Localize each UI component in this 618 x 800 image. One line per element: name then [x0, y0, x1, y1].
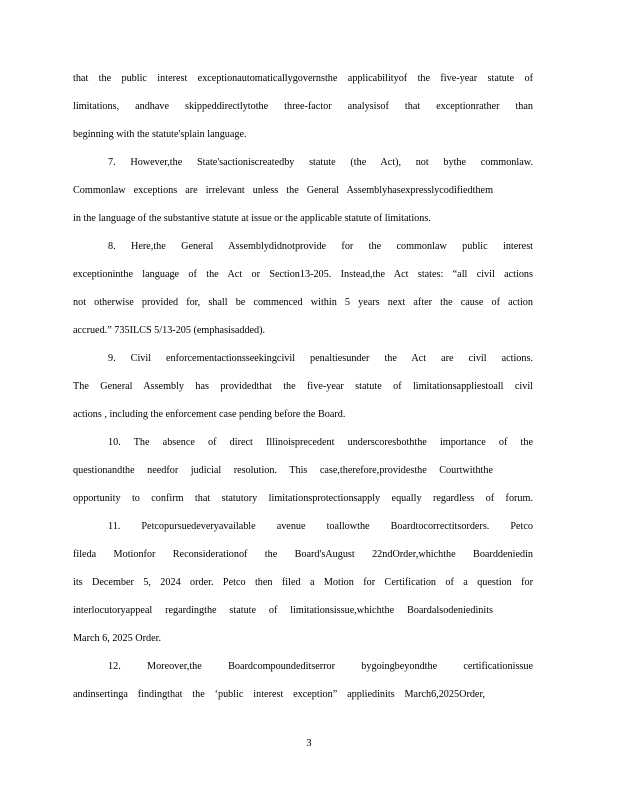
- body-text-line: opportunity to confirm that statutory limitationsprotectionsapply equally regardless of forum.: [73, 493, 533, 504]
- paragraph-12-first-line: 12. Moreover,the Boardcompoundeditserror bygoingbeyondthe certificationissue: [108, 661, 533, 672]
- body-text-line: interlocutoryappeal regardingthe statute of limitationsissue,whichthe Boardalsodeniedinits: [73, 605, 493, 616]
- body-text-line: exceptioninthe language of the Act or Section13-205. Instead,the Act states: “all civil actions: [73, 269, 533, 280]
- body-text-line: accrued.” 735ILCS 5/13-205 (emphasisadded).: [73, 325, 266, 336]
- body-text-line: not otherwise provided for, shall be commenced within 5 years next after the cause of action: [73, 297, 533, 308]
- body-text-line: in the language of the substantive statute at issue or the applicable statute of limitations.: [73, 213, 431, 224]
- body-text-line: Commonlaw exceptions are irrelevant unless the General Assemblyhasexpresslycodifiedthem: [73, 185, 493, 196]
- body-text-line: beginning with the statute'splain language.: [73, 129, 247, 140]
- paragraph-8-first-line: 8. Here,the General Assemblydidnotprovide for the commonlaw public interest: [108, 241, 533, 252]
- body-text-line: andinsertinga findingthat the ‘public interest exception” appliedinits March6,2025Order,: [73, 689, 485, 700]
- body-text-line: limitations, andhave skippeddirectlytothe three-factor analysisof that exceptionrather than: [73, 101, 533, 112]
- body-text-line: its December 5, 2024 order. Petco then filed a Motion for Certification of a question for: [73, 577, 533, 588]
- body-text-line: that the public interest exceptionautomaticallygovernsthe applicabilityof the five-year statute of: [73, 73, 533, 84]
- paragraph-11-first-line: 11. Petcopursuedeveryavailable avenue toallowthe Boardtocorrectitsorders. Petco: [108, 521, 533, 532]
- body-text-line: March 6, 2025 Order.: [73, 633, 161, 644]
- body-text-line: The General Assembly has providedthat the five-year statute of limitationsappliestoall civil: [73, 381, 533, 392]
- paragraph-9-first-line: 9. Civil enforcementactionsseekingcivil penaltiesunder the Act are civil actions.: [108, 353, 533, 364]
- body-text-line: actions , including the enforcement case pending before the Board.: [73, 409, 346, 420]
- paragraph-7-first-line: 7. However,the State'sactioniscreatedby statute (the Act), not bythe commonlaw.: [108, 157, 533, 168]
- body-text-line: fileda Motionfor Reconsiderationof the Board'sAugust 22ndOrder,whichthe Boarddeniedin: [73, 549, 533, 560]
- paragraph-10-first-line: 10. The absence of direct Illinoisprecedent underscoresboththe importance of the: [108, 437, 533, 448]
- page-number: 3: [306, 738, 312, 749]
- body-text-line: questionandthe needfor judicial resolution. This case,therefore,providesthe Courtwiththe: [73, 465, 493, 476]
